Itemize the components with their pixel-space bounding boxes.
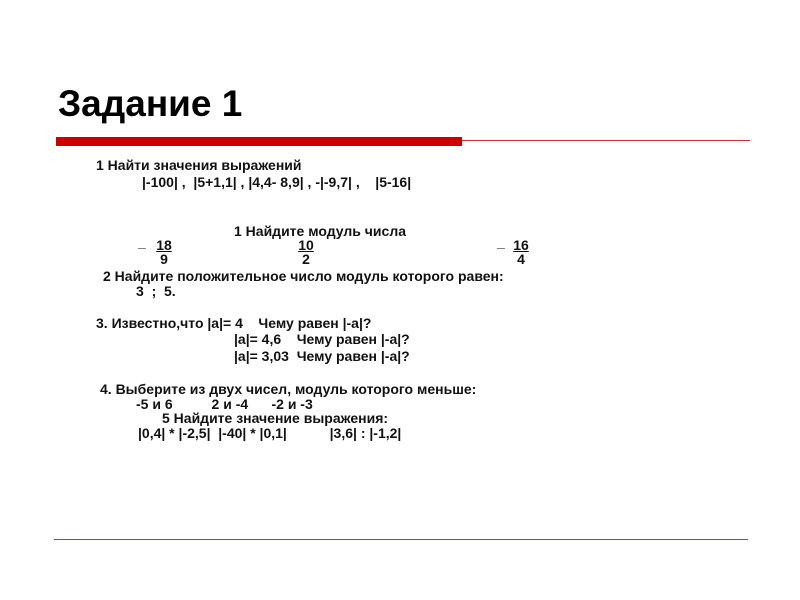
slide-title: Задание 1: [58, 83, 243, 124]
fraction-3-sign: _: [497, 234, 505, 250]
task5-heading: 5 Найдите значение выражения:: [162, 410, 389, 426]
fraction-3-numerator: 16: [513, 237, 529, 253]
fraction-2: [294, 237, 318, 267]
task3-line2: |a|= 4,6 Чему равен |-a|?: [234, 331, 410, 347]
title-underline-accent: [56, 137, 462, 146]
task2-values: 3 ; 5.: [136, 283, 176, 299]
fraction-2-denominator: 2: [302, 251, 310, 267]
task4-pairs: -5 и 6 2 и -4 -2 и -3: [136, 396, 313, 412]
fraction-2-numerator: 10: [298, 237, 314, 253]
task3-line3: |a|= 3,03 Чему равен |-a|?: [234, 348, 410, 364]
modulus-heading: 1 Найдите модуль числа: [234, 223, 406, 239]
fraction-3-denominator: 4: [517, 251, 525, 267]
fraction-1-denominator: 9: [160, 251, 168, 267]
fraction-1-numerator: 18: [156, 237, 172, 253]
task4-heading: 4. Выберите из двух чисел, модуль которого меньше:: [100, 381, 477, 397]
fraction-1: [152, 237, 176, 267]
task3-line1: 3. Известно,что |a|= 4 Чему равен |-a|?: [96, 315, 372, 331]
task5-expressions: |0,4| * |-2,5| |-40| * |0,1| |3,6| : |-1,2|: [138, 425, 402, 441]
task1-expressions: |-100| , |5+1,1| , |4,4- 8,9| , -|-9,7| , |5-16|: [142, 174, 412, 190]
fraction-1-sign: _: [138, 234, 146, 250]
title-underline-rule: [462, 140, 750, 141]
task1-heading: 1 Найти значения выражений: [96, 157, 302, 173]
fraction-3: [509, 237, 533, 267]
bottom-rule: [54, 539, 748, 540]
task2-heading: 2 Найдите положительное число модуль которого равен:: [103, 268, 504, 284]
